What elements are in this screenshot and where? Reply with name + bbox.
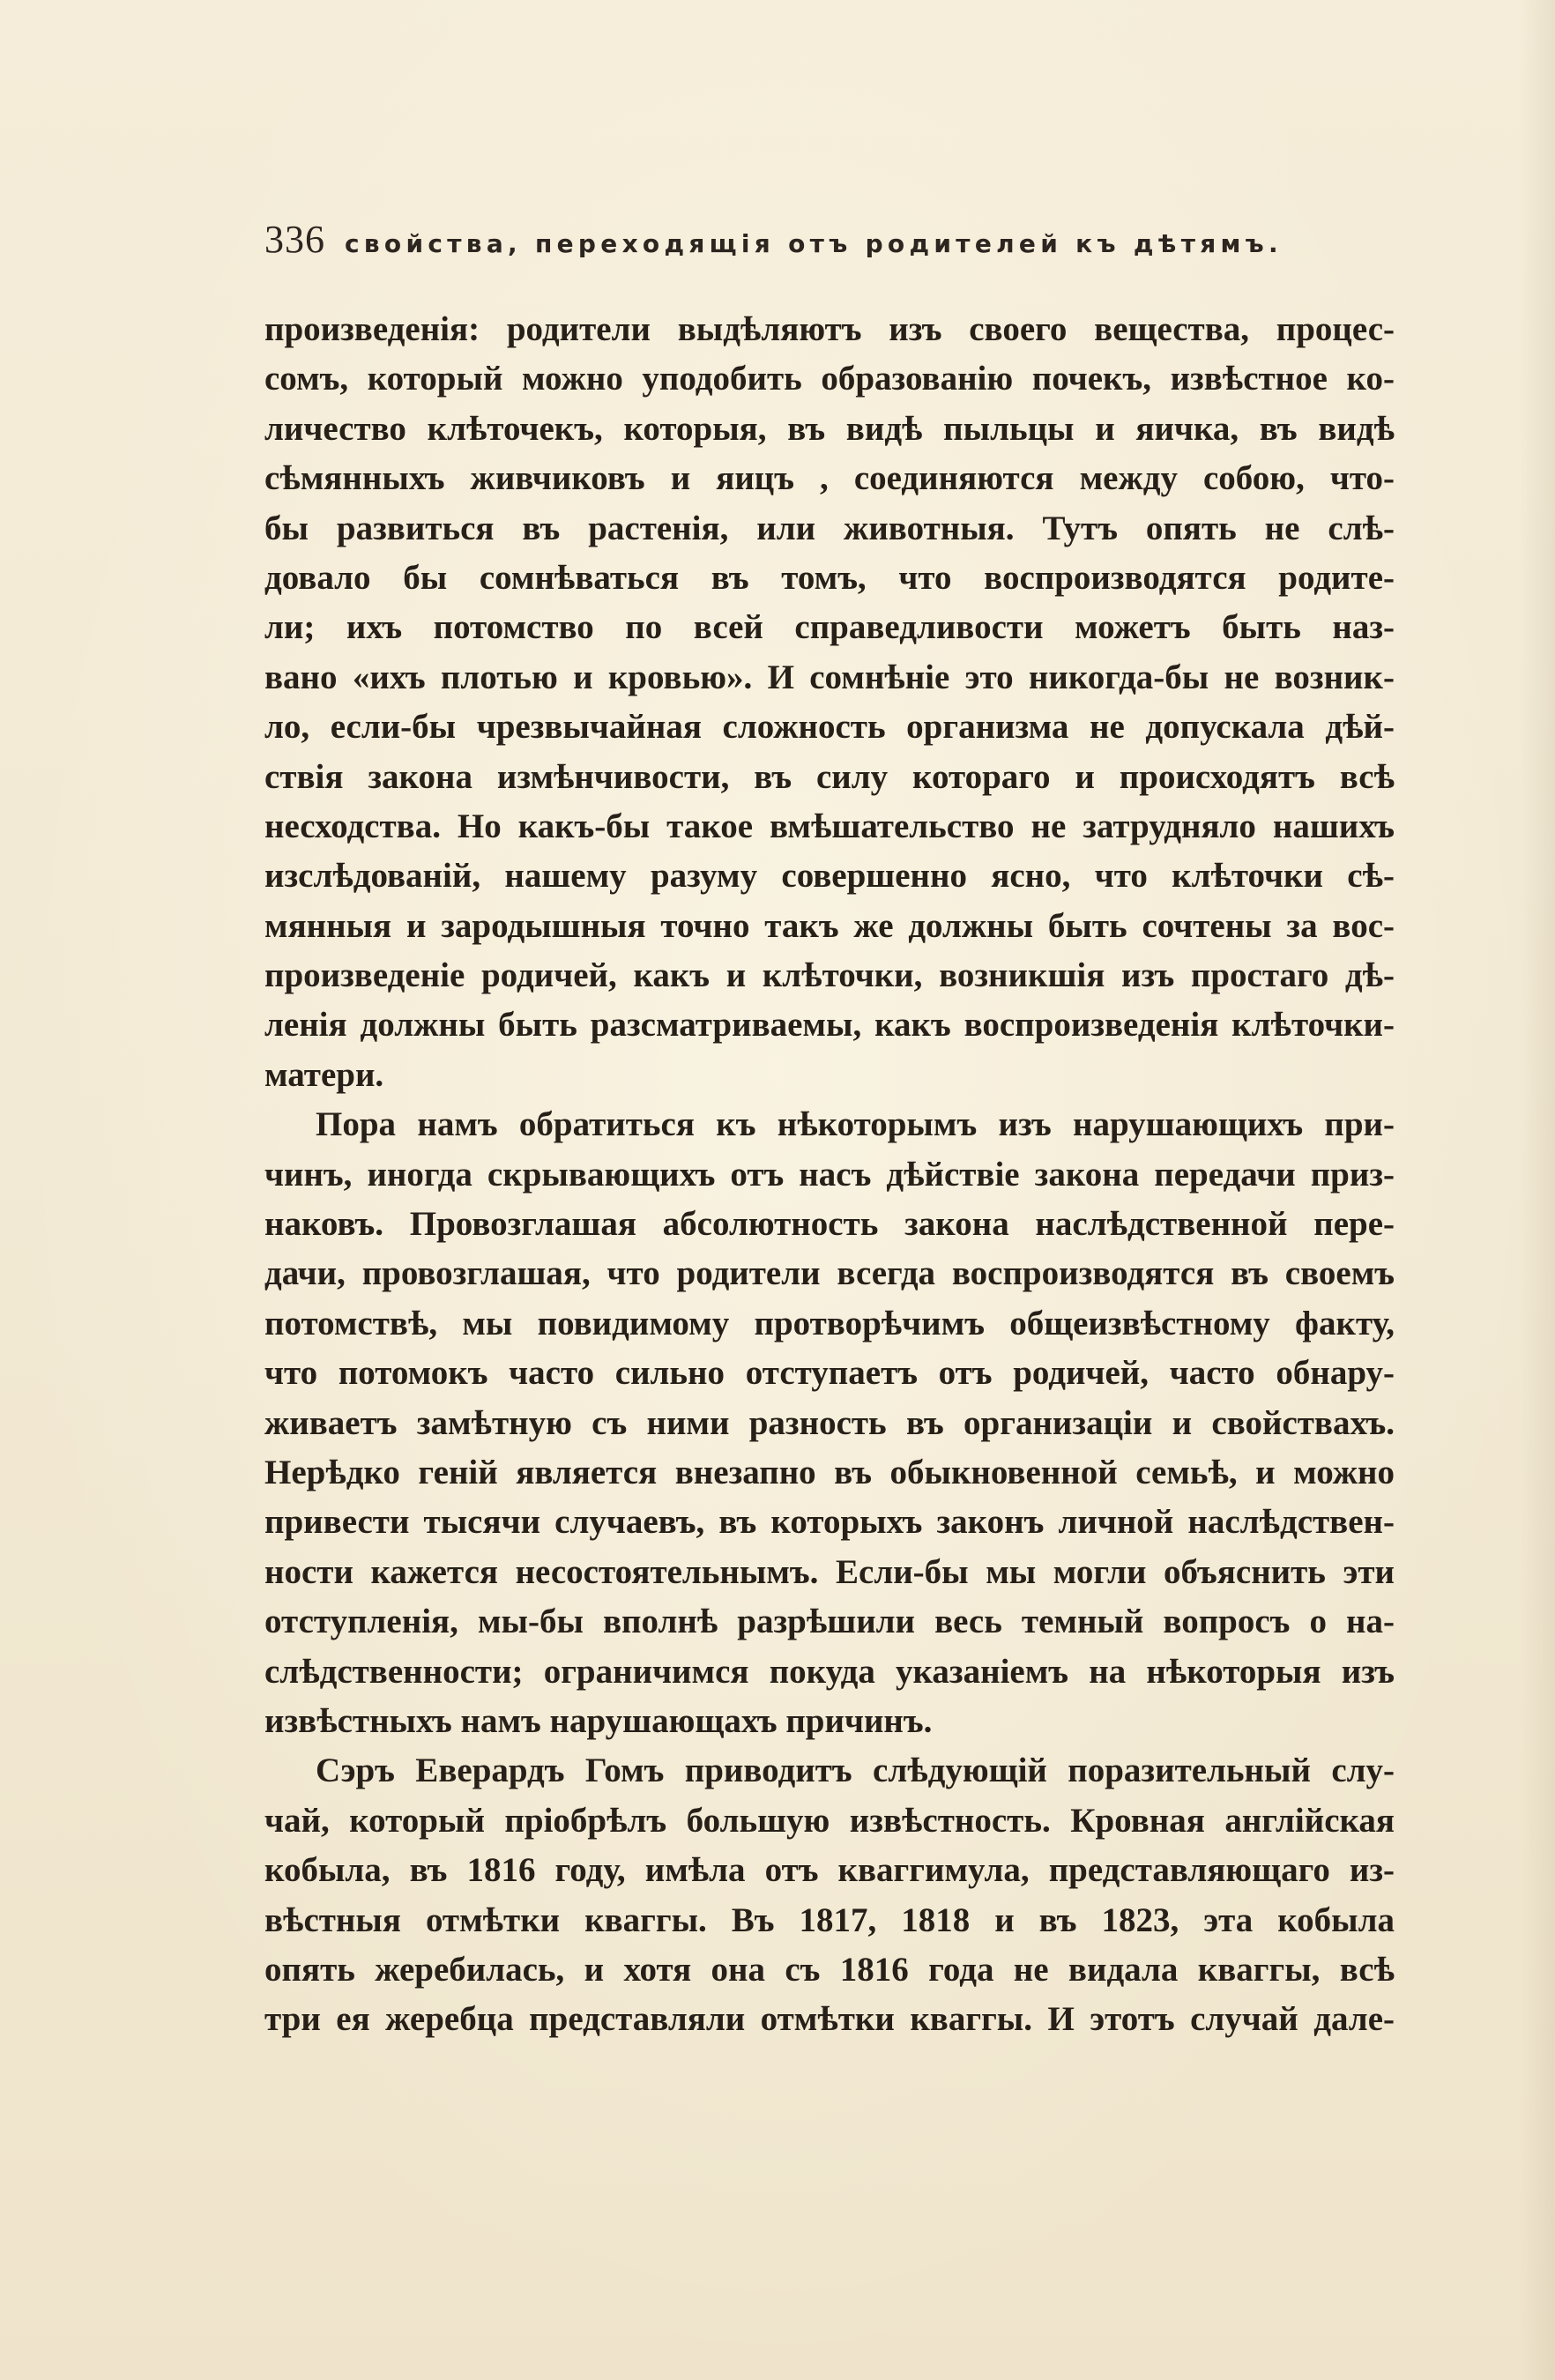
body-text [264, 305, 1395, 2045]
text-line: что потомокъ часто сильно отступаетъ отъ родичей, часто обнару- [264, 1354, 1395, 1393]
text-line: вано «ихъ плотью и кровью». И сомнѣніе это никогда-бы не возник- [264, 658, 1395, 696]
text-line: вѣстныя отмѣтки кваггы. Въ 1817, 1818 и въ 1823, эта кобыла [264, 1900, 1395, 1939]
text-line: отступленія, мы-бы вполнѣ разрѣшили весь темный вопросъ о на- [264, 1603, 1395, 1641]
text-line: довало бы сомнѣваться въ томъ, что воспроизводятся родите- [264, 558, 1395, 597]
text-line: живаетъ замѣтную съ ними разность въ организаціи и свойствахъ. [264, 1403, 1395, 1442]
text-line: личество клѣточекъ, которыя, въ видѣ пыльцы и яичка, въ видѣ [264, 409, 1395, 448]
text-line: мянныя и зародышныя точно такъ же должны быть сочтены за вос- [264, 906, 1395, 945]
text-line: бы развиться въ растенія, или животныя. Тутъ опять не слѣ- [264, 509, 1395, 547]
text-line: сѣмянныхъ живчиковъ и яицъ , соединяются между собою, что- [264, 459, 1395, 498]
text-line: три ея жеребца представляли отмѣтки кваггы. И этотъ случай дале- [264, 2000, 1395, 2039]
page-number: 336 [264, 218, 325, 261]
text-line: дачи, провозглашая, что родители всегда воспроизводятся въ своемъ [264, 1254, 1395, 1293]
paragraph [264, 1100, 1395, 1746]
text-line: опять жеребилась, и хотя она съ 1816 года не видала кваггы, всѣ [264, 1950, 1395, 1989]
text-line: ленія должны быть разсматриваемы, какъ воспроизведенія клѣточки- [264, 1006, 1395, 1045]
text-line: сомъ, который можно уподобить образованію почекъ, извѣстное ко- [264, 360, 1395, 398]
text-line: произведенія: родители выдѣляютъ изъ своего вещества, процес- [264, 310, 1395, 348]
text-line: потомствѣ, мы повидимому протворѣчимъ общеизвѣстному факту, [264, 1304, 1395, 1342]
page-edge-shadow [1520, 0, 1555, 2380]
text-line: изслѣдованій, нашему разуму совершенно ясно, что клѣточки сѣ- [264, 857, 1395, 896]
text-line: наковъ. Провозглашая абсолютность закона наслѣдственной пере- [264, 1205, 1395, 1244]
running-title: свойства, переходящія отъ родителей къ дѣтямъ. [345, 229, 1283, 258]
text-line: чинъ, иногда скрывающихъ отъ насъ дѣйствіе закона передачи приз- [264, 1155, 1395, 1194]
text-line: Сэръ Еверардъ Гомъ приводитъ слѣдующій поразительный слу- [316, 1752, 1395, 1790]
text-line: слѣдственности; ограничимся покуда указаніемъ на нѣкоторыя изъ [264, 1652, 1395, 1691]
page-header [264, 217, 1349, 270]
text-line: Нерѣдко геній является внезапно въ обыкновенной семьѣ, и можно [264, 1453, 1395, 1491]
text-line: ли; ихъ потомство по всей справедливости можетъ быть наз- [264, 608, 1395, 647]
paragraph [264, 1746, 1395, 2044]
text-line: привести тысячи случаевъ, въ которыхъ законъ личной наслѣдствен- [264, 1503, 1395, 1542]
text-line: матери. [264, 1055, 384, 1094]
text-line: произведеніе родичей, какъ и клѣточки, возникшія изъ простаго дѣ- [264, 956, 1395, 995]
paragraph [264, 305, 1395, 1100]
text-line: ности кажется несостоятельнымъ. Если-бы мы могли объяснить эти [264, 1552, 1395, 1591]
text-line: ло, если-бы чрезвычайная сложность организма не допускала дѣй- [264, 708, 1395, 747]
text-line: кобыла, въ 1816 году, имѣла отъ квaггимула, представляющаго из- [264, 1851, 1395, 1890]
text-line: несходства. Но какъ-бы такое вмѣшательство не затрудняло нашихъ [264, 807, 1395, 845]
text-line: ствія закона измѣнчивости, въ силу котораго и происходятъ всѣ [264, 757, 1395, 796]
text-line: извѣстныхъ намъ нарушающахъ причинъ. [264, 1701, 933, 1740]
text-line: чай, который пріобрѣлъ большую извѣстность. Кровная англійская [264, 1801, 1395, 1840]
text-line: Пора намъ обратиться къ нѣкоторымъ изъ нарушающихъ при- [316, 1105, 1395, 1144]
